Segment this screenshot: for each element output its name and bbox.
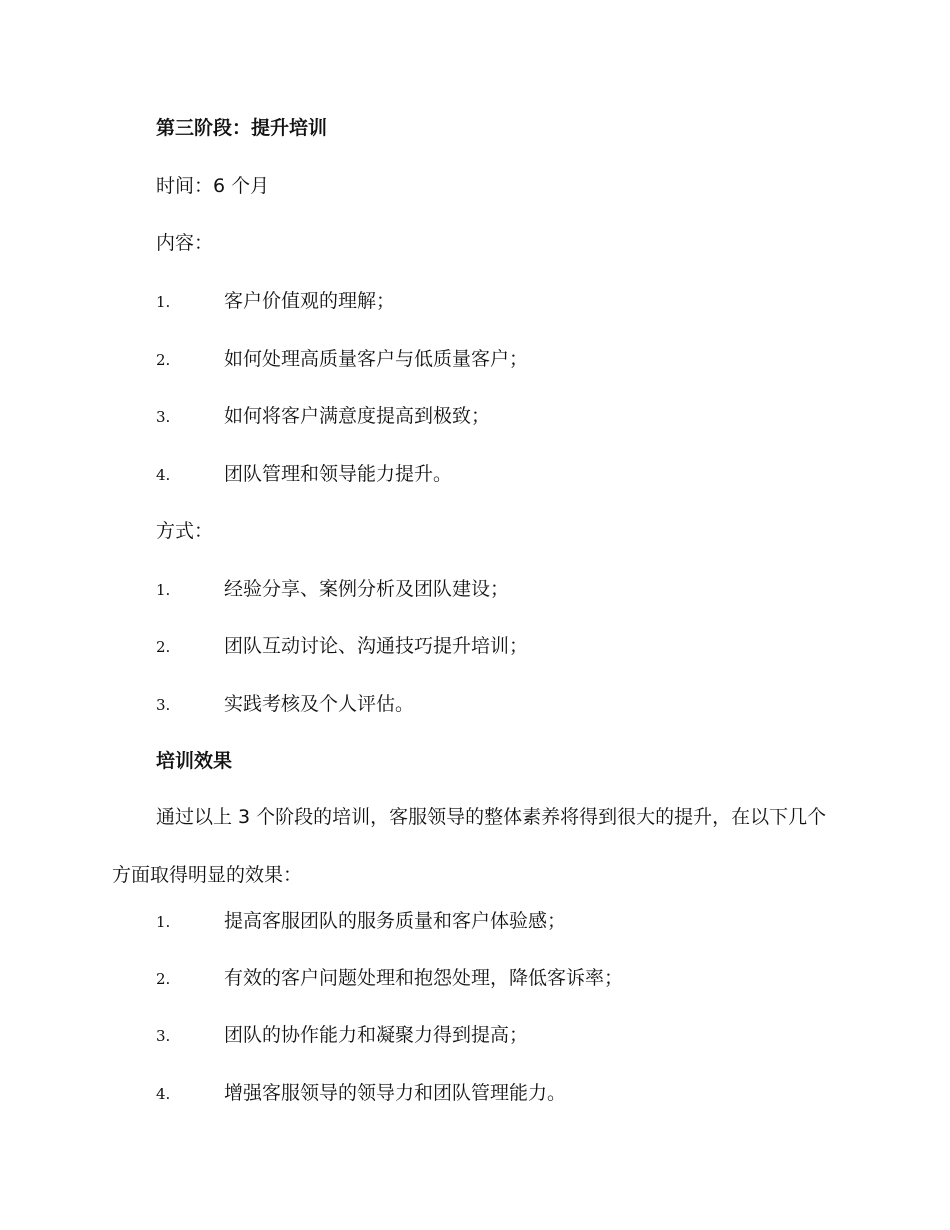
list-number: 4.	[156, 466, 171, 484]
list-text: 团队互动讨论、沟通技巧提升培训；	[224, 635, 529, 657]
method-label: 方式：	[156, 520, 214, 542]
list-text: 增强客服领导的领导力和团队管理能力。	[224, 1082, 567, 1104]
list-number: 3.	[156, 408, 171, 426]
list-number: 3.	[156, 696, 171, 714]
list-number: 1.	[156, 293, 171, 311]
content-label: 内容：	[156, 232, 214, 254]
list-number: 2.	[156, 970, 171, 988]
list-text: 团队的协作能力和凝聚力得到提高；	[224, 1024, 529, 1046]
list-text: 实践考核及个人评估。	[224, 693, 415, 715]
list-text: 如何将客户满意度提高到极致；	[224, 405, 491, 427]
list-number: 1.	[156, 581, 171, 599]
list-text: 如何处理高质量客户与低质量客户；	[224, 348, 529, 370]
effect-paragraph: 通过以上 3 个阶段的培训，客服领导的整体素养将得到很大的提升，在以下几个方面取得明显的效果：	[112, 806, 827, 886]
effect-title: 培训效果	[156, 750, 233, 772]
list-text: 提高客服团队的服务质量和客户体验感；	[224, 910, 567, 932]
list-number: 3.	[156, 1027, 171, 1045]
list-number: 2.	[156, 351, 171, 369]
list-number: 1.	[156, 913, 171, 931]
stage3-title: 第三阶段：提升培训	[156, 117, 328, 139]
list-text: 经验分享、案例分析及团队建设；	[224, 578, 510, 600]
list-text: 有效的客户问题处理和抱怨处理，降低客诉率；	[224, 967, 624, 989]
list-number: 2.	[156, 638, 171, 656]
list-text: 团队管理和领导能力提升。	[224, 463, 453, 485]
list-number: 4.	[156, 1085, 171, 1103]
stage3-time: 时间：6 个月	[156, 175, 270, 197]
list-text: 客户价值观的理解；	[224, 290, 396, 312]
